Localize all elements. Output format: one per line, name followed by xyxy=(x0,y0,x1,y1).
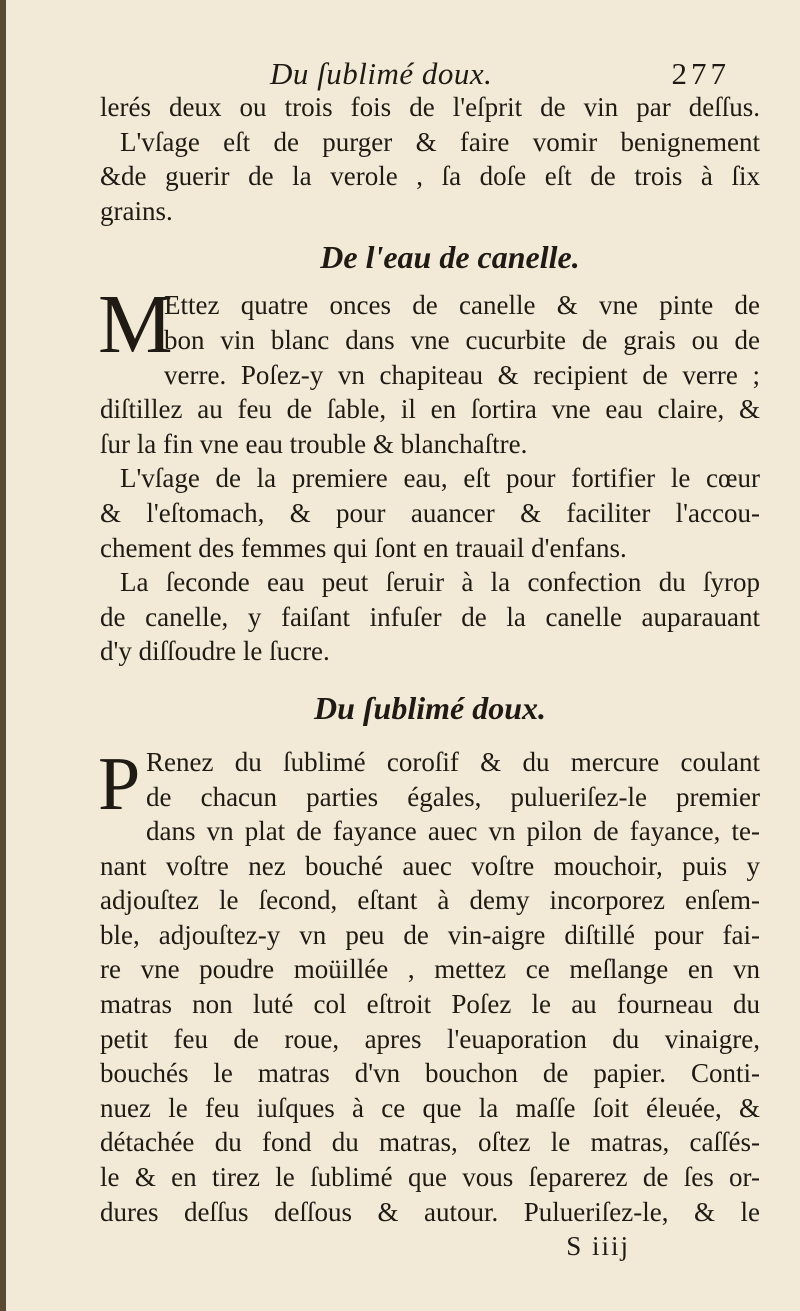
text-line: Ettez quatre onces de canelle & vne pinte de xyxy=(164,290,760,321)
text-line: nant voſtre nez bouché auec voſtre mouchoir, puis y xyxy=(100,850,760,881)
text-line: verre. Poſez-y vn chapiteau & recipient de verre ; xyxy=(164,359,760,390)
page-header xyxy=(100,52,760,90)
text-line: grains. xyxy=(100,195,173,226)
text-line: de chacun parties égales, pulueriſez-le premier xyxy=(146,781,760,812)
section-heading: Du ſublimé doux. xyxy=(313,689,547,726)
text-line: diſtillez au feu de ſable, il en ſortira vne eau claire, & xyxy=(100,394,760,425)
text-line: lerés deux ou trois fois de l'eſprit de vin par deſſus. xyxy=(100,92,760,122)
text-line: L'vſage de la premiere eau, eſt pour fortifier le cœur xyxy=(120,463,760,494)
top-text-block xyxy=(100,90,760,228)
text-line: ſur la fin vne eau trouble & blanchaſtre. xyxy=(100,428,528,459)
text-line: matras non luté col eſtroit Poſez le au fourneau du xyxy=(100,989,760,1020)
text-line: petit feu de roue, apres l'euaporation du vinaigre, xyxy=(100,1023,760,1054)
text-line: détachée du fond du matras, oſtez le matras, caſſés- xyxy=(100,1127,760,1158)
paragraph-sweet-sublimate xyxy=(98,741,760,1229)
text-line: nuez le feu iuſques à ce que la maſſe ſoit éleuée, & xyxy=(100,1092,760,1123)
text-line: de canelle, y faiſant infuſer de la canelle auparauant xyxy=(100,601,760,632)
running-title: Du ſublimé doux. xyxy=(270,56,493,91)
text-line: le & en tirez le ſublimé que vous ſeparerez de ſes or- xyxy=(100,1162,760,1193)
text-line: dures deſſus deſſous & autour. Pulueriſez-le, & le xyxy=(100,1196,760,1227)
text-line: bouchés le matras d'vn bouchon de papier. Conti- xyxy=(100,1058,760,1089)
paragraph-cinnamon-water xyxy=(98,278,760,669)
page-number: 277 xyxy=(671,56,730,91)
text-line: Renez du ſublimé coroſif & du mercure coulant xyxy=(146,746,760,777)
signature-mark: S iiij xyxy=(566,1231,630,1262)
section-heading: De l'eau de canelle. xyxy=(320,239,580,276)
text-line: La ſeconde eau peut ſeruir à la confection du ſyrop xyxy=(120,567,760,598)
text-line: ble, adjouſtez-y vn peu de vin-aigre diſtillé pour fai- xyxy=(100,919,760,950)
text-line: adjouſtez le ſecond, eſtant à demy incorporez enſem- xyxy=(100,885,760,916)
text-line: d'y diſſoudre le ſucre. xyxy=(100,636,330,667)
text-line: dans vn plat de fayance auec vn pilon de fayance, te- xyxy=(146,816,760,847)
text-line: bon vin blanc dans vne cucurbite de grais ou de xyxy=(164,324,760,355)
drop-cap: M xyxy=(98,278,173,372)
text-line: re vne poudre moüillée , mettez ce meſlange en vn xyxy=(100,954,760,985)
text-line: chement des femmes qui ſont en trauail d'enfans. xyxy=(100,532,627,563)
text-line: & l'eſtomach, & pour auancer & faciliter l'accou- xyxy=(100,497,760,528)
drop-cap: P xyxy=(98,741,141,826)
page-footer xyxy=(100,1231,760,1271)
text-line: &de guerir de la verole , ſa doſe eſt de trois à ſix xyxy=(100,161,760,192)
text-line: L'vſage eſt de purger & faire vomir benignement xyxy=(120,126,760,157)
